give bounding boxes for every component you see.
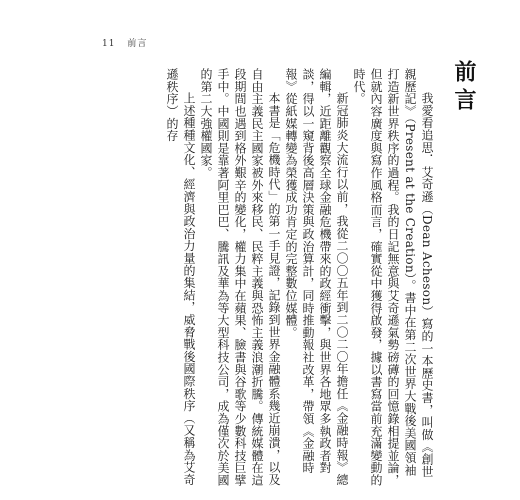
page-number: 11	[102, 39, 116, 49]
paragraph: 新冠肺炎大流行以前，我從二〇〇五年到二〇二〇年擔任《金融時報》總編輯，近距離觀察全球金融危機帶來的政經衝擊，與世界各地眾多執政者對談，得以一窺背後高層決策與政治算計，同時推動報社改革，帶領《金融時報》從紙媒轉變為榮獲成功肯定的完整數位媒體。	[284, 68, 349, 486]
chapter-title: 前言	[451, 60, 477, 116]
running-header-section: 前言	[127, 39, 148, 49]
paragraph: 本書是「危機時代」的第一手見證，記錄到世界金融體系幾近崩潰，以及自由主義民主國家被外來移民、民粹主義與恐怖主義浪潮折騰。傳統媒體在這段期間也遇到格外艱辛的變化，權力集中在蘋果、臉書與谷歌等少數科技巨擘手中。中國則是靠著阿里巴巴、騰訊及華為等大型科技公司，成為僅次於美國的第二大強權國家。	[199, 68, 281, 487]
paragraph: 我愛看追思．艾奇遜（Dean Acheson）寫的一本歷史書，叫做《創世親歷記》（Present at the Creation）。書中在第二次世界大戰後美國領袖打造新世界秩序的過程。我的日記無意與艾奇遜氣勢磅礡的回憶錄相提並論，但就內容廣度與寫作風格而言，確實從中獲得啟發，據以書寫當前充滿變動的時代。	[352, 68, 434, 487]
running-header	[102, 36, 155, 49]
paragraph: 上述種種文化、經濟與政治力量的集結，威脅戰後國際秩序（又稱為艾奇遜秩序）的存	[165, 68, 196, 486]
page-body	[163, 48, 480, 488]
body-text	[163, 68, 435, 488]
